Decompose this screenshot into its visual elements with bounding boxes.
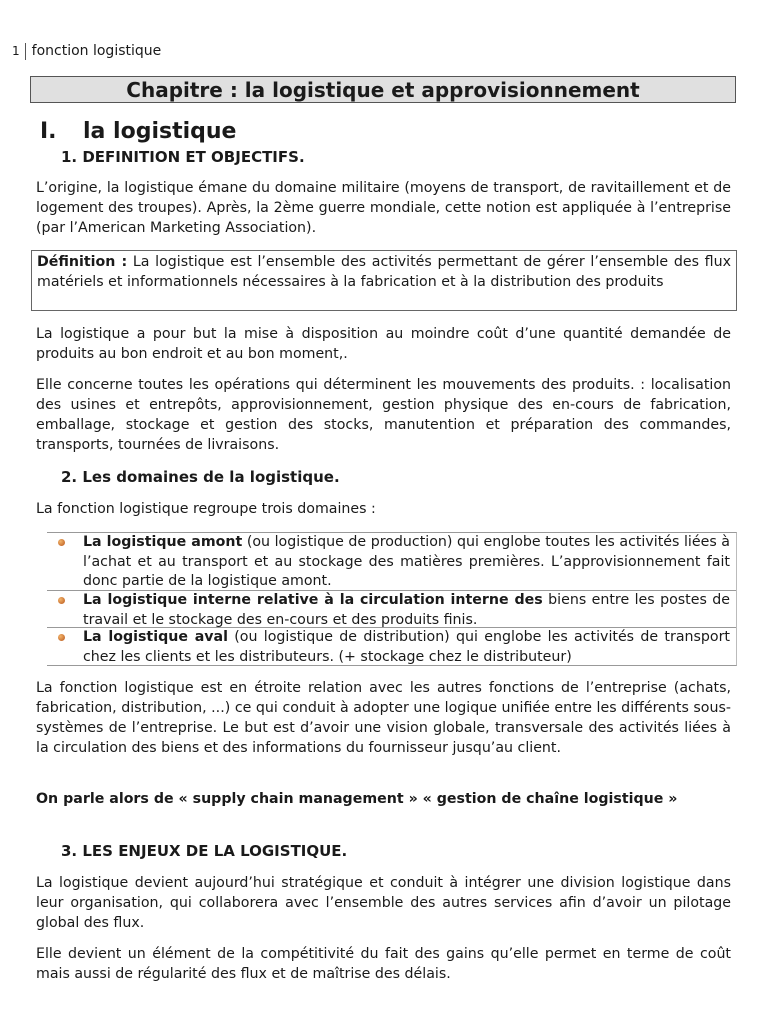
header-divider [25, 43, 26, 60]
definition-label: Définition : [37, 254, 128, 270]
domain-title: La logistique aval [83, 629, 228, 645]
domains-list [47, 532, 737, 666]
bullet-icon [58, 539, 65, 546]
chapter-title: Chapitre : la logistique et approvisionnement [30, 76, 736, 103]
header-title: fonction logistique [31, 43, 162, 59]
bullet-icon [58, 597, 65, 604]
definition-box [31, 250, 737, 311]
domain-text: (ou logistique de production) qui englobe toutes les activités liées à l’achat et au transport et au stockage des matières premières. L’approvisionnement fait donc partie de la logistique amont. [83, 534, 730, 589]
bullet-icon [58, 634, 65, 641]
domain-title: La logistique amont [83, 534, 243, 550]
paragraph-operations: Elle concerne toutes les opérations qui déterminent les mouvements des produits. : localisation des usines et entrepôts, approvisionnement, gestion physique des en-cours de fabrication, emballage, stockage et gestion des stocks, manutention et préparation des commandes, transports, tournées de livraisons. [36, 377, 731, 453]
section-title: la logistique [83, 119, 237, 144]
subsection-heading-2: 2. Les domaines de la logistique. [61, 468, 340, 486]
domain-text: (ou logistique de distribution) qui englobe les activités de transport chez les clients et les distributeurs. (+ stockage chez le distributeur) [83, 629, 730, 665]
paragraph-domains-intro: La fonction logistique regroupe trois domaines : [36, 501, 376, 517]
page-number: 1 [12, 44, 20, 58]
definition-text: La logistique est l’ensemble des activités permettant de gérer l’ensemble des flux matériels et informationnels nécessaires à la fabrication et à la distribution des produits [37, 254, 732, 290]
domain-text: biens entre les postes de travail et le stockage des en-cours et des produits finis. [83, 592, 731, 628]
subsection-heading-1: 1. DEFINITION ET OBJECTIFS. [61, 148, 305, 166]
paragraph-competitiveness: Elle devient un élément de la compétitivité du fait des gains qu’elle permet en terme de coût mais aussi de régularité des flux et de maîtrise des délais. [36, 946, 731, 982]
list-item [47, 533, 736, 590]
page-header [12, 42, 161, 60]
domain-title: La logistique interne relative à la circulation interne des [83, 592, 543, 608]
list-item [47, 627, 736, 666]
paragraph-relations: La fonction logistique est en étroite relation avec les autres fonctions de l’entreprise (achats, fabrication, distribution, ...) ce qui conduit à adopter une logique unifiée entre les différents sous-systèmes de l’entreprise. Le but est d’avoir une vision globale, transversale des activités liées à la circulation des biens et des informations du fournisseur jusqu’au client. [36, 680, 731, 756]
paragraph-supply-chain: On parle alors de « supply chain management » « gestion de chaîne logistique » [36, 791, 678, 807]
subsection-heading-3: 3. LES ENJEUX DE LA LOGISTIQUE. [61, 842, 348, 860]
list-item [47, 590, 736, 628]
paragraph-strategic: La logistique devient aujourd’hui stratégique et conduit à intégrer une division logistique dans leur organisation, qui collaborera avec l’ensemble des autres services afin d’avoir un pilotage global des flux. [36, 875, 731, 931]
paragraph-origin: L’origine, la logistique émane du domaine militaire (moyens de transport, de ravitaillement et de logement des troupes). Après, la 2ème guerre mondiale, cette notion est appliquée à l’entreprise (par l’American Marketing Association). [36, 180, 731, 236]
paragraph-purpose: La logistique a pour but la mise à disposition au moindre coût d’une quantité demandée de produits au bon endroit et au bon moment,. [36, 326, 731, 362]
section-heading [40, 118, 236, 146]
section-number: I. [40, 119, 57, 144]
